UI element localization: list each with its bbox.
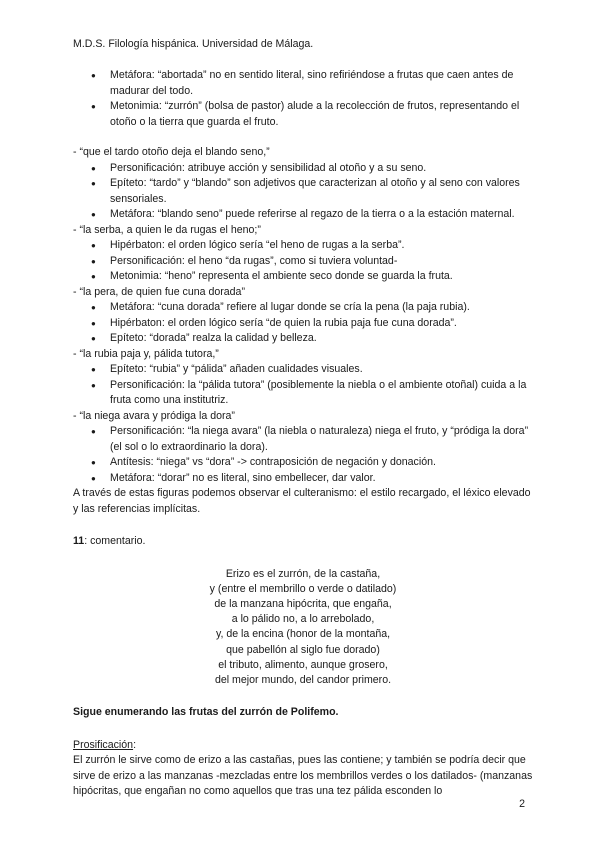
list-item: ● Hipérbaton: el orden lógico sería “el heno de rugas a la serba”.	[73, 238, 533, 254]
section-heading: Sigue enumerando las frutas del zurrón de Polifemo.	[73, 706, 339, 719]
verse-quote: - “que el tardo otoño deja el blando seno,”	[73, 146, 270, 158]
list-item: ● Epíteto: “tardo” y “blando” son adjetivos que caracterizan al otoño y al seno con valores sensoriales.	[73, 176, 533, 207]
analysis-section	[73, 285, 533, 347]
analysis-section	[73, 409, 533, 487]
poem-line: y (entre el membrillo o verde o datilado)	[209, 582, 397, 595]
list-item: ● Metonimia: “heno” representa el ambiente seco donde se guarda la fruta.	[73, 269, 533, 285]
poem-line: el tributo, alimento, aunque grosero,	[218, 658, 388, 671]
figure-list	[73, 300, 533, 347]
list-item: ● Metáfora: “blando seno” puede referirse al regazo de la tierra o a la estación maternal.	[73, 207, 533, 223]
figure-list	[73, 161, 533, 223]
analysis-section	[73, 145, 533, 223]
conclusion-paragraph: A través de estas figuras podemos observar el culteranismo: el estilo recargado, el léxico elevado y las referencias implícitas.	[73, 487, 531, 515]
list-item: ● Personificación: atribuye acción y sensibilidad al otoño y a su seno.	[73, 161, 533, 177]
list-item: ● Metáfora: “cuna dorada” refiere al lugar donde se cría la pena (la paja rubia).	[73, 300, 533, 316]
page-number: 2	[519, 798, 525, 810]
list-item: ● Hipérbaton: el orden lógico sería “de quien la rubia paja fue cuna dorada”.	[73, 316, 533, 332]
verse-quote: - “la pera, de quien fue cuna dorada”	[73, 285, 245, 298]
exercise-label	[73, 534, 533, 550]
list-item: ● Metáfora: “dorar” no es literal, sino embellecer, dar valor.	[73, 471, 533, 487]
poem-stanza	[73, 567, 533, 689]
list-item: ● Antítesis: “niega” vs “dora” -> contraposición de negación y donación.	[73, 455, 533, 471]
prosification-paragraph: El zurrón le sirve como de erizo a las castañas, pues las contiene; y también se podría decir que sirve de erizo a las manzanas -mezcladas entre los membrillos verdes o los datilados- (manzanas hipócritas, que engañan no como aquellos que tras una tez pálida esconden lo	[73, 754, 533, 798]
poem-line: a lo pálido no, a lo arrebolado,	[231, 613, 375, 626]
list-item: ● Epíteto: “rubia” y “pálida” añaden cualidades visuales.	[73, 362, 533, 378]
prosification-colon: :	[133, 738, 137, 751]
figure-list	[73, 362, 533, 409]
prosification-label	[73, 738, 533, 754]
prosification-title: Prosificación	[73, 738, 134, 751]
analysis-section	[73, 347, 533, 409]
figure-list	[73, 238, 533, 285]
list-item: ● Personificación: el heno “da rugas”, como si tuviera voluntad-	[73, 254, 533, 270]
poem-line: del mejor mundo, del candor primero.	[214, 673, 392, 686]
exercise-number: 11	[73, 535, 85, 547]
top-bullet-list	[73, 68, 533, 130]
poem-line: Erizo es el zurrón, de la castaña,	[225, 567, 381, 580]
verse-quote: - “la rubia paja y, pálida tutora,”	[73, 347, 219, 360]
list-item: ● Personificación: la “pálida tutora” (posiblemente la niebla o el ambiente otoñal) cuida a la fruta como una institutriz.	[73, 378, 533, 409]
figure-list	[73, 424, 533, 486]
running-header: M.D.S. Filología hispánica. Universidad de Málaga.	[73, 38, 314, 50]
list-item: ● Personificación: “la niega avara” (la niebla o naturaleza) niega el fruto, y “pródiga la dora” (el sol o lo extraordinario la dora).	[73, 424, 533, 455]
analysis-section	[73, 223, 533, 285]
poem-line: que pabellón al siglo fue dorado)	[226, 643, 380, 656]
verse-quote: - “la niega avara y pródiga la dora”	[73, 409, 235, 422]
list-item: ● Metáfora: “abortada” no en sentido literal, sino refiriéndose a frutas que caen antes de madurar del todo.	[73, 68, 533, 99]
poem-line: y, de la encina (honor de la montaña,	[215, 628, 391, 641]
list-item: ● Epíteto: “dorada” realza la calidad y belleza.	[73, 331, 533, 347]
exercise-text: : comentario.	[84, 535, 146, 547]
page-body	[73, 68, 533, 800]
list-item: ● Metonimia: “zurrón” (bolsa de pastor) alude a la recolección de frutos, representando el otoño o la tierra que guarda el fruto.	[73, 99, 533, 130]
poem-line: de la manzana hipócrita, que engaña,	[214, 597, 392, 610]
verse-quote: - “la serba, a quien le da rugas el heno;”	[73, 223, 261, 236]
